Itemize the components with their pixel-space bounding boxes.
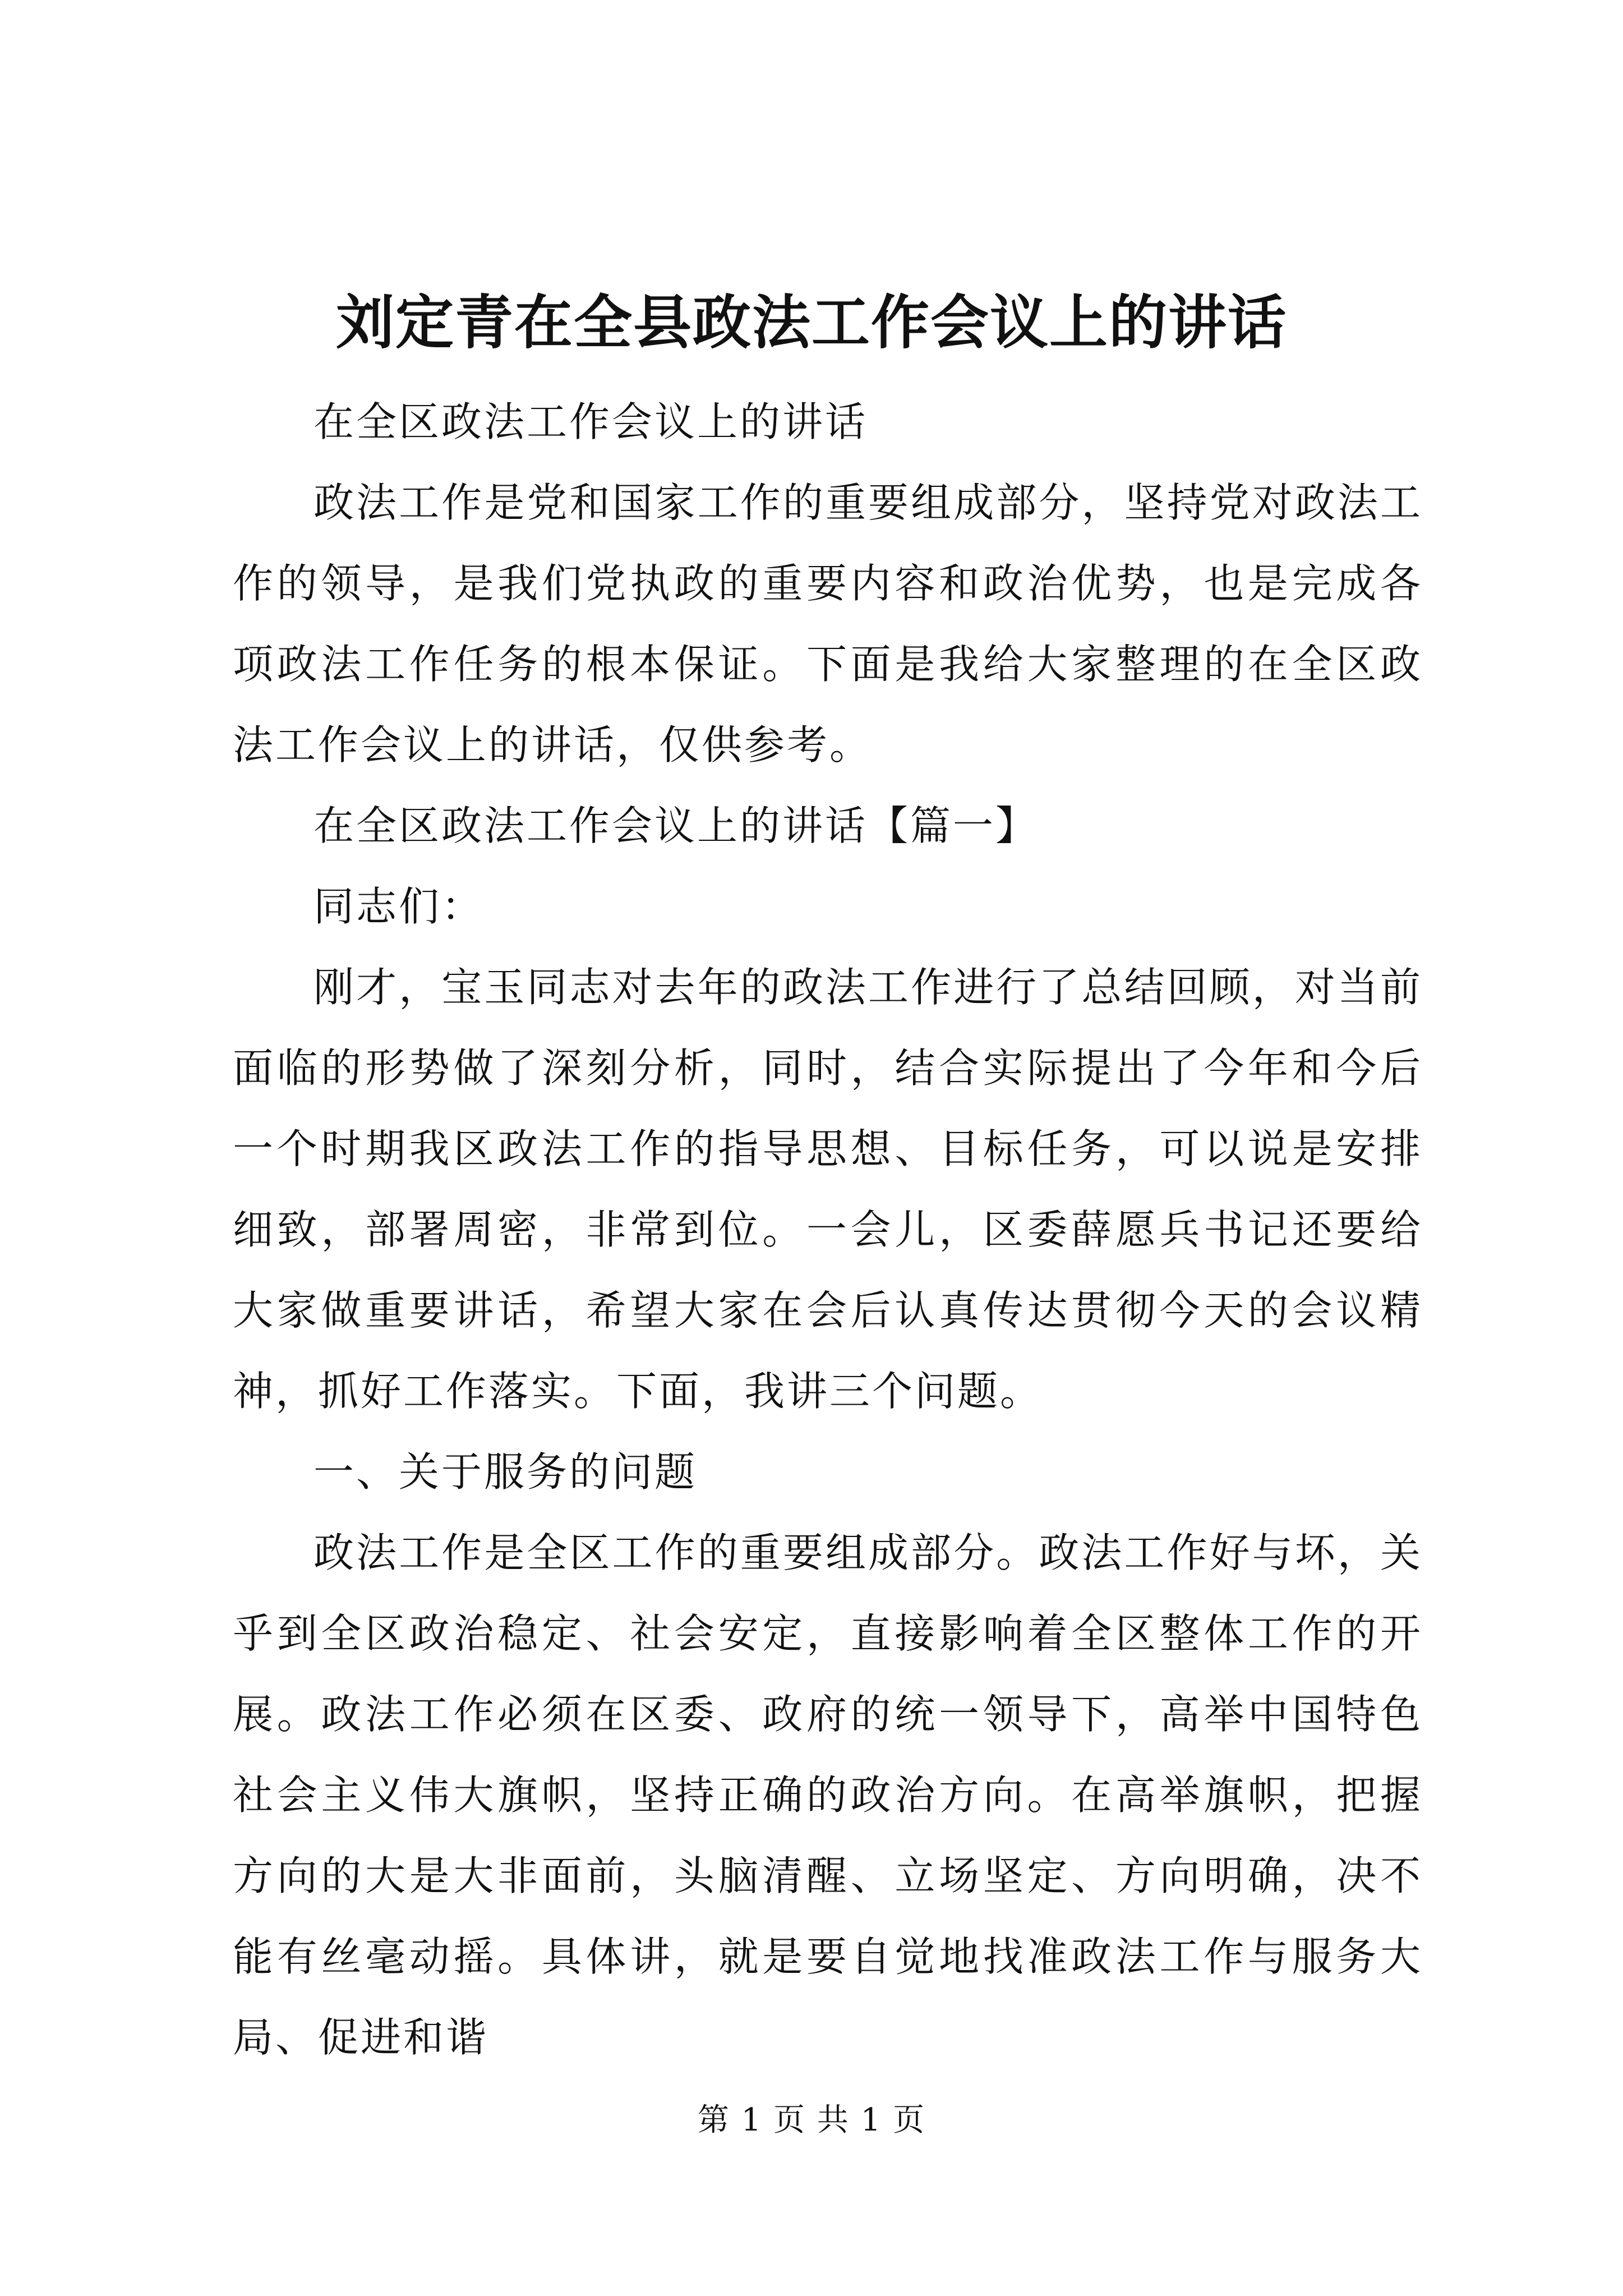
paragraph-intro: 政法工作是党和国家工作的重要组成部分，坚持党对政法工作的领导，是我们党执政的重要内容和政治优势，也是完成各项政法工作任务的根本保证。下面是我给大家整理的在全区政法工作会议上的讲话，仅供参考。	[233, 479, 1423, 769]
paragraph-service-body: 政法工作是全区工作的重要组成部分。政法工作好与坏，关乎到全区政治稳定、社会安定，直接影响着全区整体工作的开展。政法工作必须在区委、政府的统一领导下，高举中国特色社会主义伟大旗帜，坚持正确的政治方向。在高举旗帜，把握方向的大是大非面前，头脑清醒、立场坚定、方向明确，决不能有丝毫动摇。具体讲，就是要自觉地找准政法工作与服务大局、促进和谐	[233, 1529, 1423, 2061]
document-title: 刘定青在全县政法工作会议上的讲话	[335, 288, 1287, 357]
paragraph-heading-service: 一、关于服务的问题	[313, 1448, 698, 1496]
page-footer: 第 1 页 共 1 页	[697, 2102, 926, 2138]
paragraph-salutation: 同志们：	[313, 883, 485, 930]
paragraph-subtitle: 在全区政法工作会议上的讲话	[313, 398, 868, 445]
paragraph-opening: 刚才，宝玉同志对去年的政法工作进行了总结回顾，对当前面临的形势做了深刻分析，同时，结合实际提出了今年和今后一个时期我区政法工作的指导思想、目标任务，可以说是安排细致，部署周密，非常到位。一会儿，区委薛愿兵书记还要给大家做重要讲话，希望大家在会后认真传达贯彻今天的会议精神，抓好工作落实。下面，我讲三个问题。	[233, 964, 1423, 1415]
document-body	[233, 381, 1423, 2078]
paragraph-section-heading: 在全区政法工作会议上的讲话【篇一】	[313, 802, 1039, 849]
